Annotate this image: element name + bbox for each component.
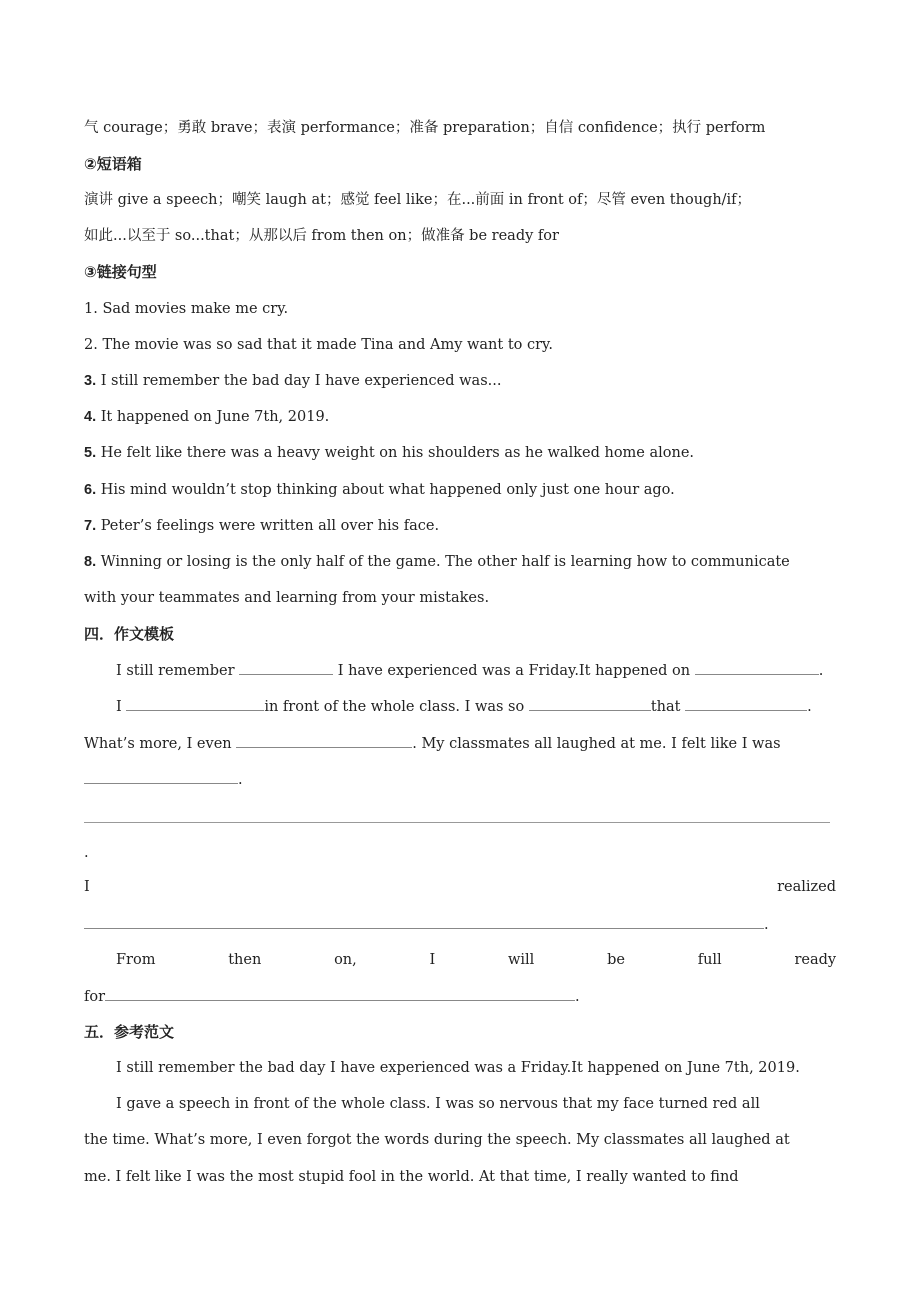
- sentence-item: [84, 515, 836, 537]
- phrases-heading: ②短语箱: [84, 155, 142, 173]
- sentence-number: 5.: [84, 445, 97, 461]
- sentence-item: [84, 370, 836, 392]
- text: I: [84, 879, 90, 895]
- text: I have experienced was a Friday.It happened on: [337, 663, 691, 679]
- sentence-number: 8.: [84, 554, 97, 570]
- text: .: [764, 917, 769, 933]
- sentence-item: [84, 298, 836, 320]
- word: then: [228, 952, 262, 968]
- sample-line: I still remember the bad day I have experienced was a Friday.It happened on June 7th, 2019.: [116, 1060, 800, 1076]
- text: .: [84, 845, 89, 861]
- sentence-text: Peter’s feelings were written all over his face.: [100, 518, 440, 534]
- word: I: [429, 952, 436, 968]
- sentence-continuation: with your teammates and learning from your mistakes.: [84, 590, 490, 606]
- text: .: [575, 989, 580, 1005]
- sentence-item: [84, 406, 836, 428]
- blank-line[interactable]: [84, 822, 830, 823]
- text: realized: [777, 879, 836, 895]
- text: .: [818, 663, 824, 679]
- blank[interactable]: [84, 913, 764, 929]
- template-line: [84, 768, 836, 790]
- sentence-number: 7.: [84, 518, 97, 534]
- template-line: [84, 695, 836, 717]
- template-heading: 四．作文模板: [84, 625, 175, 643]
- sentence-text: Sad movies make me cry.: [102, 301, 289, 317]
- text: I still remember: [116, 663, 235, 679]
- sentence-number: 4.: [84, 409, 97, 425]
- blank[interactable]: [84, 768, 238, 784]
- sentence-number: 3.: [84, 373, 97, 389]
- sentence-text: It happened on June 7th, 2019.: [100, 409, 330, 425]
- blank[interactable]: [236, 732, 412, 748]
- text: for: [84, 989, 106, 1005]
- text: in front of the whole class. I was so: [264, 699, 525, 715]
- word: will: [508, 952, 535, 968]
- sentence-item: [84, 442, 836, 464]
- sentence-text: Winning or losing is the only half of the game. The other half is learning how to communicate: [100, 554, 790, 570]
- sample-line: me. I felt like I was the most stupid fool in the world. At that time, I really wanted to find: [84, 1169, 739, 1185]
- template-line: [84, 949, 836, 971]
- sentence-item: [84, 334, 836, 356]
- template-line: [84, 913, 836, 935]
- vocab-line: 气 courage；勇敢 brave；表演 performance；准备 preparation；自信 confidence；执行 perform: [84, 120, 766, 136]
- text: .: [807, 699, 812, 715]
- sample-line: the time. What’s more, I even forgot the words during the speech. My classmates all laughed at: [84, 1132, 790, 1148]
- text: . My classmates all laughed at me. I felt like I was: [412, 736, 781, 752]
- sentence-number: 2.: [84, 337, 98, 353]
- text: .: [238, 772, 243, 788]
- sentence-text: I still remember the bad day I have experienced was...: [100, 373, 502, 389]
- blank[interactable]: [239, 659, 333, 675]
- sentence-number: 6.: [84, 482, 97, 498]
- blank[interactable]: [529, 695, 651, 711]
- sentence-text: He felt like there was a heavy weight on his shoulders as he walked home alone.: [100, 445, 695, 461]
- sentences-heading: ③链接句型: [84, 263, 157, 281]
- blank[interactable]: [695, 659, 819, 675]
- blank[interactable]: [685, 695, 807, 711]
- sample-line: I gave a speech in front of the whole class. I was so nervous that my face turned red all: [116, 1096, 760, 1112]
- word: From: [116, 952, 156, 968]
- text: that: [650, 699, 681, 715]
- word: on,: [334, 952, 357, 968]
- sentence-item: [84, 479, 836, 501]
- sample-heading: 五．参考范文: [84, 1023, 175, 1041]
- template-line: [84, 876, 836, 898]
- word: be: [607, 952, 625, 968]
- template-line: [84, 985, 836, 1007]
- sentence-item: [84, 551, 836, 573]
- text: I: [116, 699, 122, 715]
- template-line: [84, 659, 836, 681]
- phrase-line: 演讲 give a speech；嘲笑 laugh at；感觉 feel like；在...前面 in front of；尽管 even though/if；: [84, 192, 752, 208]
- word: ready: [794, 952, 837, 968]
- sentence-text: The movie was so sad that it made Tina and Amy want to cry.: [102, 337, 553, 353]
- sentence-number: 1.: [84, 301, 98, 317]
- phrase-line: 如此...以至于 so...that；从那以后 from then on；做准备 be ready for: [84, 228, 559, 244]
- word: full: [697, 952, 722, 968]
- text: What’s more, I even: [84, 736, 232, 752]
- template-line: [84, 732, 836, 754]
- blank[interactable]: [126, 695, 264, 711]
- blank[interactable]: [105, 985, 575, 1001]
- sentence-text: His mind wouldn’t stop thinking about what happened only just one hour ago.: [100, 482, 675, 498]
